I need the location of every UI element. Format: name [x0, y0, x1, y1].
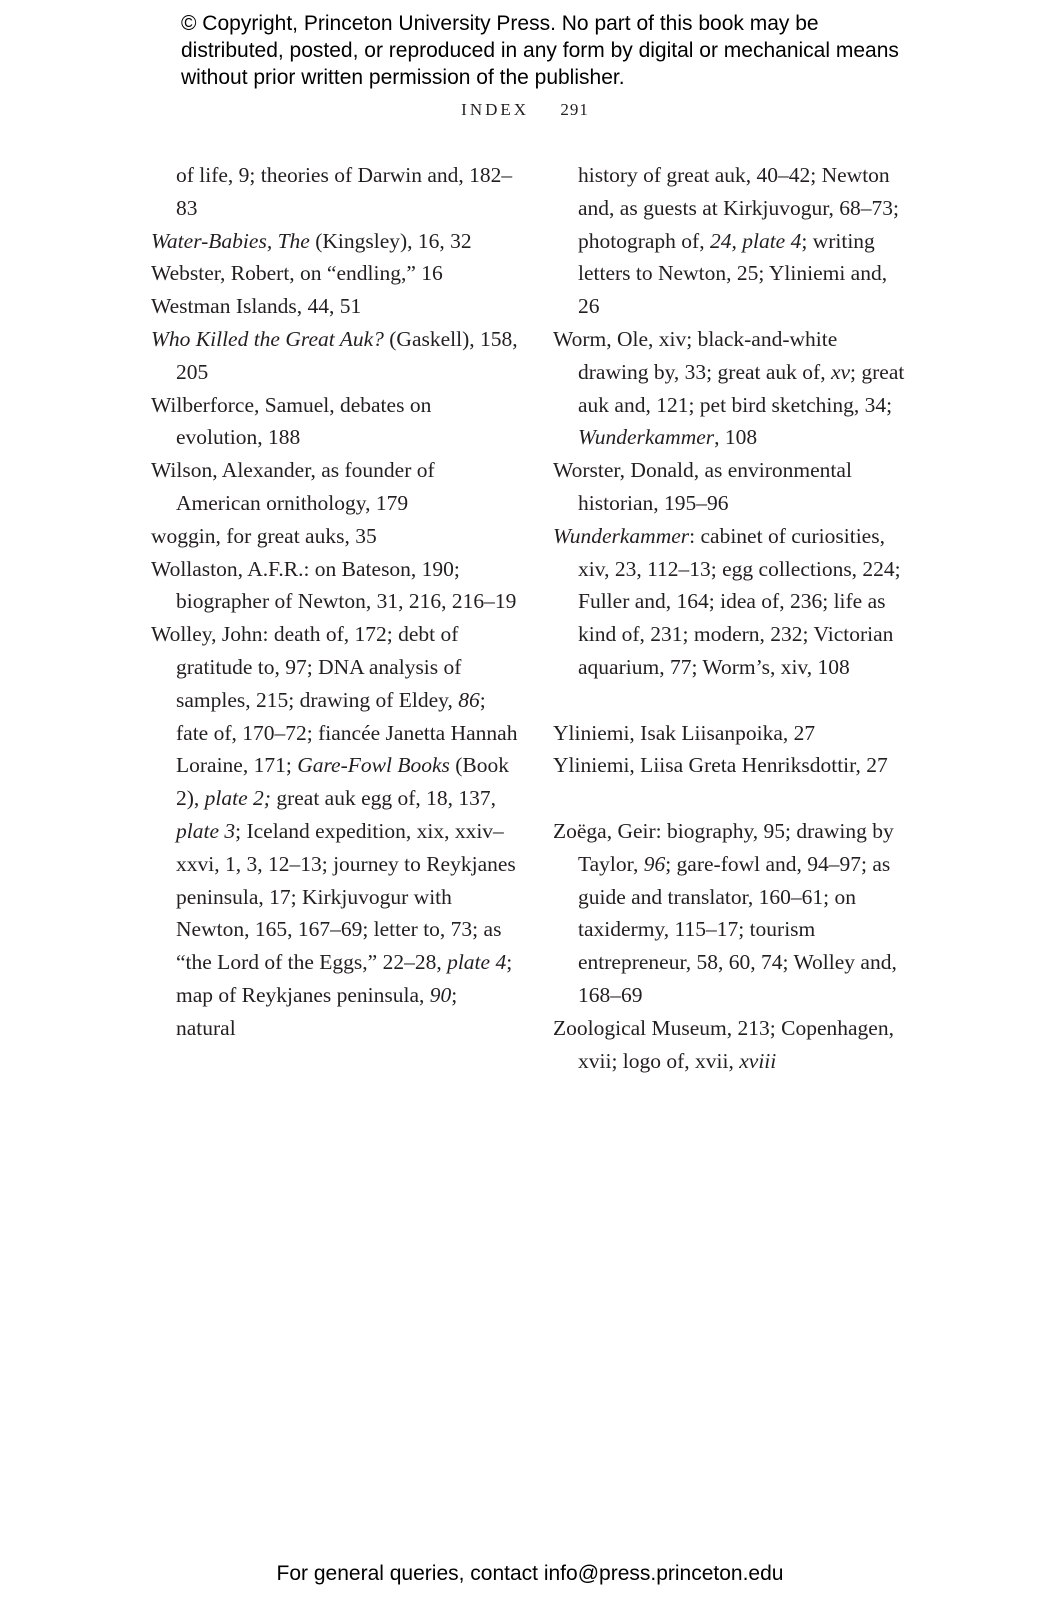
- running-head: [0, 100, 1050, 120]
- index-entry-text: history of great auk, 40–42; Newton and, as guests at Kirkjuvogur, 68–73; photograph of,: [578, 163, 899, 253]
- index-entry-italic-text: 96: [643, 851, 666, 876]
- index-entry-text: Wilson, Alexander, as founder of American ornithology, 179: [151, 458, 435, 515]
- index-entry-text: , 108: [714, 425, 758, 450]
- index-entry-text: (Book 2),: [176, 753, 509, 811]
- index-entry-text: Worm, Ole, xiv; black-and-white drawing by, 33; great auk of,: [553, 326, 838, 384]
- letter-group-spacer: [553, 782, 913, 815]
- index-entry-text: Webster, Robert, on “endling,” 16: [151, 261, 443, 286]
- index-entry-text: Yliniemi, Liisa Greta Henriksdottir, 27: [553, 753, 888, 778]
- index-entry-continuation: [553, 159, 913, 323]
- index-entry-text: ; fate of, 170–72; fiancée Janetta Hannah Loraine, 171;: [176, 687, 518, 778]
- index-entry: [151, 618, 521, 1044]
- index-entry-text: (Kingsley), 16, 32: [309, 228, 472, 253]
- index-entry-italic-text: 90: [429, 982, 452, 1007]
- index-entry-continuation: [151, 159, 521, 225]
- index-entry-text: ; natural: [176, 982, 458, 1040]
- index-entry-text: of life, 9; theories of Darwin and, 182–83: [176, 163, 513, 220]
- index-entry: [151, 520, 521, 553]
- index-entry-text: woggin, for great auks, 35: [151, 523, 377, 548]
- index-column-right: [553, 159, 913, 1077]
- index-entry-text: great auk egg of, 18, 137,: [270, 786, 497, 811]
- index-entry-italic-text: 86: [458, 687, 480, 712]
- index-entry: [553, 717, 913, 750]
- index-entry: [151, 454, 521, 520]
- letter-group-spacer: [553, 684, 913, 717]
- index-entry-text: Worster, Donald, as environmental historian, 195–96: [553, 458, 852, 515]
- section-title: INDEX: [461, 100, 530, 119]
- index-entry-text: Wilberforce, Samuel, debates on evolution, 188: [151, 392, 432, 450]
- copyright-notice: © Copyright, Princeton University Press. No part of this book may be distributed, posted, or reproduced in any form by digital or mechanical means without prior written permission of the publisher.: [181, 12, 899, 89]
- index-entry-italic-text: plate 3: [176, 818, 236, 843]
- index-entry: [151, 389, 521, 455]
- index-entry-italic-text: 24, plate 4: [709, 228, 802, 253]
- index-entry-text: Yliniemi, Isak Liisanpoika, 27: [553, 720, 816, 745]
- index-entry: [151, 257, 521, 290]
- index-entry-italic-text: Water-Babies, The: [151, 228, 310, 253]
- index-entry: [553, 454, 913, 520]
- footer-contact: For general queries, contact info@press.princeton.edu: [276, 1562, 784, 1585]
- index-entry-text: Zoëga, Geir: biography, 95; drawing by Taylor,: [553, 818, 894, 876]
- index-entry-text: Wollaston, A.F.R.: on Bateson, 190; biographer of Newton, 31, 216, 216–19: [151, 556, 517, 614]
- index-entry-text: ; Iceland expedition, xix, xxiv–xxvi, 1, 3, 12–13; journey to Reykjanes peninsula, 17; Kirkjuvogur with Newton, 165, 167–69; letter to, 73; as “the Lord of the Eggs,” 22–28,: [176, 818, 516, 975]
- index-entry-text: ; gare-fowl and, 94–97; as guide and translator, 160–61; on taxidermy, 115–17; tourism entrepreneur, 58, 60, 74; Wolley and, 168–69: [578, 851, 897, 1007]
- index-entry-text: Zoological Museum, 213; Copenhagen, xvii; logo of, xvii,: [553, 1015, 894, 1073]
- index-entry-italic-text: Who Killed the Great Auk?: [151, 326, 384, 351]
- index-entry-text: ; great auk and, 121; pet bird sketching, 34;: [578, 359, 905, 417]
- index-entry-text: Westman Islands, 44, 51: [151, 294, 362, 319]
- index-entry-text: : cabinet of curiosities, xiv, 23, 112–13; egg collections, 224; Fuller and, 164; idea of, 236; life as kind of, 231; modern, 232; Victorian aquarium, 77; Worm’s, xiv, 108: [578, 523, 901, 679]
- index-entry: [553, 815, 913, 1012]
- index-entry-italic-text: xv: [830, 359, 851, 384]
- index-column-left: [151, 159, 521, 1045]
- index-entry-italic-text: Wunderkammer: [578, 425, 715, 450]
- index-entry: [151, 290, 521, 323]
- index-entry: [553, 1012, 913, 1078]
- index-entry-text: ; map of Reykjanes peninsula,: [176, 950, 513, 1007]
- index-entry-italic-text: xviii: [739, 1048, 777, 1073]
- index-entry-text: Wolley, John: death of, 172; debt of gratitude to, 97; DNA analysis of samples, 215; drawing of Eldey,: [151, 622, 462, 712]
- index-entry: [553, 520, 913, 684]
- index-entry: [151, 323, 521, 389]
- index-entry: [553, 323, 913, 454]
- index-entry-italic-text: Gare-Fowl Books: [297, 753, 450, 778]
- index-entry: [151, 553, 521, 619]
- index-entry-italic-text: Wunderkammer: [553, 523, 690, 548]
- index-entry-text: (Gaskell), 158, 205: [176, 326, 518, 384]
- index-entry-italic-text: plate 2;: [204, 786, 271, 811]
- page-number: 291: [560, 100, 589, 119]
- index-entry-text: ; writing letters to Newton, 25; Yliniemi and, 26: [578, 228, 888, 319]
- index-entry: [553, 749, 913, 782]
- index-entry: [151, 225, 521, 258]
- index-entry-italic-text: plate 4: [447, 950, 507, 975]
